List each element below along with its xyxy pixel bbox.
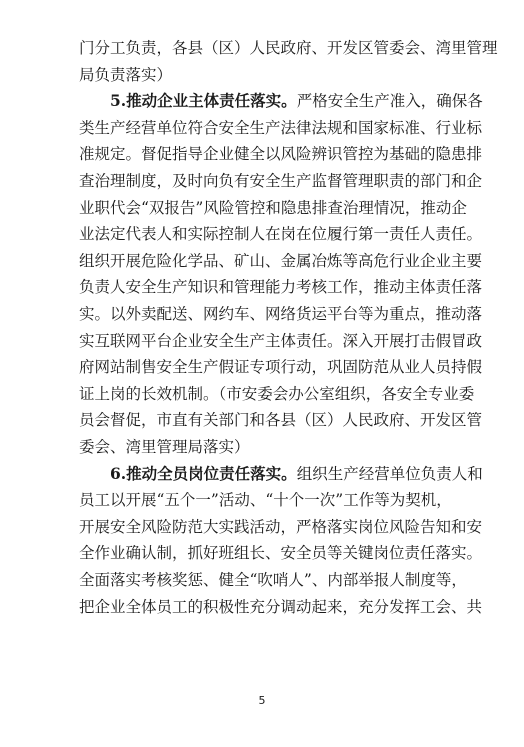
line-text: 员工以开展“五个一”活动、“十个一次”工作等为契机，: [79, 491, 452, 510]
text-line: [79, 410, 483, 430]
text-line: [79, 331, 483, 351]
line-text: 业职代会“双报告”风险管控和隐患排查治理情况，推动企: [79, 198, 467, 217]
line-text: 准规定。督促指导企业健全以风险辨识管控为基础的隐患排: [79, 145, 483, 164]
text-line: [79, 277, 483, 297]
line-text: 组织生产经营单位负责人和: [296, 464, 483, 483]
line-text: 员会督促，市直有关部门和各县（区）人民政府、开发区管: [79, 411, 483, 430]
section-6-first-line: [110, 463, 483, 484]
text-line: [79, 517, 483, 537]
text-line: [79, 224, 483, 244]
text-line: [79, 357, 483, 377]
text-line: [79, 570, 467, 590]
text-line: [79, 198, 467, 218]
line-text: 开展安全风险防范大实践活动，严格落实岗位风险告知和安: [79, 517, 483, 536]
page-number: 5: [258, 694, 266, 707]
line-text: 实互联网平台企业安全生产主体责任。深入开展打击假冒政: [79, 331, 483, 350]
text-line: [79, 437, 445, 457]
text-line: [79, 118, 483, 138]
line-text: 组织开展危险化学品、矿山、金属冶炼等高危行业企业主要: [79, 251, 483, 270]
text-line: [79, 144, 483, 164]
line-text: 府网站制售安全生产假证专项行动，巩固防范从业人员持假: [79, 358, 483, 377]
text-line: [79, 38, 498, 58]
text-line: [79, 171, 483, 191]
section-5-heading: 5.推动企业主体责任落实。: [110, 91, 297, 111]
line-text: 类生产经营单位符合安全生产法律法规和国家标准、行业标: [79, 118, 483, 137]
line-text: 实。以外卖配送、网约车、网络货运平台等为重点，推动落: [79, 305, 483, 323]
line-text: 局负责落实）: [79, 65, 173, 84]
text-line: [79, 251, 483, 271]
text-line: [79, 65, 445, 85]
text-line: [79, 384, 475, 404]
line-text: 严格安全生产准入，确保各: [296, 92, 483, 111]
text-line: [79, 490, 452, 510]
line-text: 业法定代表人和实际控制人在岗在位履行第一责任人责任。: [79, 225, 483, 244]
line-text: 查治理制度，及时向负有安全生产监督管理职责的部门和企: [79, 172, 483, 190]
line-text: 把企业全体员工的积极性充分调动起来，充分发挥工会、共: [79, 597, 483, 616]
line-text: 全面落实考核奖惩、健全“吹哨人”、内部举报人制度等，: [79, 571, 467, 589]
text-line: [79, 597, 483, 617]
section-6-heading: 6.推动全员岗位责任落实。: [110, 463, 297, 483]
section-5-first-line: [110, 91, 483, 111]
text-line: [79, 543, 483, 563]
line-text: 门分工负责，各县（区）人民政府、开发区管委会、湾里管理: [79, 39, 498, 57]
text-line: [79, 304, 483, 324]
line-text: 全作业确认制，抓好班组长、安全员等关键岗位责任落实。: [79, 544, 483, 563]
line-text: 负责人安全生产知识和管理能力考核工作，推动主体责任落: [79, 278, 483, 297]
line-text: 证上岗的长效机制。（市安委会办公室组织，各安全专业委: [79, 384, 475, 403]
line-text: 委会、湾里管理局落实）: [79, 438, 250, 456]
